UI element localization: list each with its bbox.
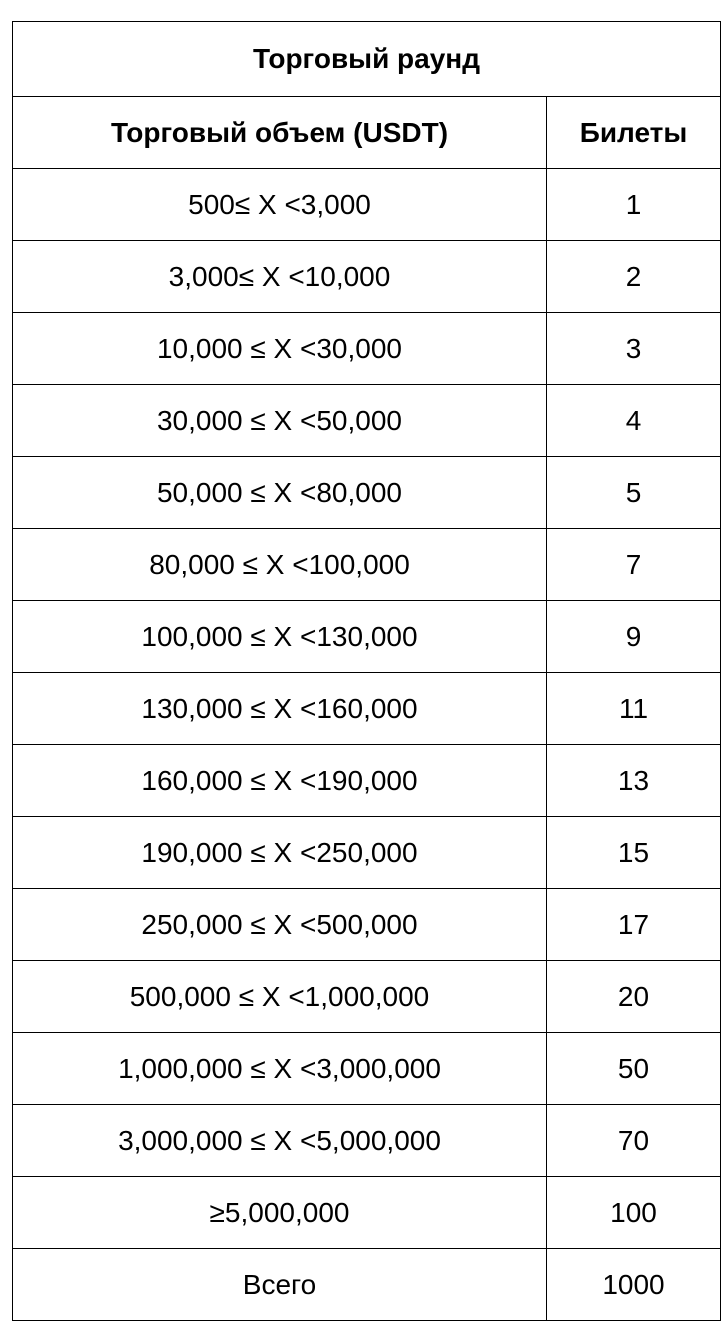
tickets-cell: 4 xyxy=(547,385,721,457)
tickets-cell: 17 xyxy=(547,889,721,961)
table-title: Торговый раунд xyxy=(13,22,721,97)
volume-range-cell: 130,000 ≤ X <160,000 xyxy=(13,673,547,745)
tickets-cell: 50 xyxy=(547,1033,721,1105)
table-row xyxy=(13,457,721,529)
tickets-cell: 1 xyxy=(547,169,721,241)
header-tickets: Билеты xyxy=(547,97,721,169)
table-row xyxy=(13,1105,721,1177)
volume-range-cell: 190,000 ≤ X <250,000 xyxy=(13,817,547,889)
tickets-cell: 11 xyxy=(547,673,721,745)
volume-range-cell: 250,000 ≤ X <500,000 xyxy=(13,889,547,961)
table-row xyxy=(13,529,721,601)
table-row xyxy=(13,1033,721,1105)
tickets-cell: 7 xyxy=(547,529,721,601)
tickets-cell: 3 xyxy=(547,313,721,385)
table-row xyxy=(13,889,721,961)
total-label: Всего xyxy=(13,1249,547,1321)
volume-range-cell: 3,000,000 ≤ X <5,000,000 xyxy=(13,1105,547,1177)
table-total-row xyxy=(13,1249,721,1321)
tickets-cell: 15 xyxy=(547,817,721,889)
table-row xyxy=(13,385,721,457)
tickets-cell: 5 xyxy=(547,457,721,529)
table-row xyxy=(13,601,721,673)
volume-range-cell: 30,000 ≤ X <50,000 xyxy=(13,385,547,457)
table-title-row xyxy=(13,22,721,97)
ticket-table xyxy=(12,21,721,1321)
table-row xyxy=(13,169,721,241)
table-header-row xyxy=(13,97,721,169)
tickets-cell: 13 xyxy=(547,745,721,817)
volume-range-cell: 500,000 ≤ X <1,000,000 xyxy=(13,961,547,1033)
volume-range-cell: 3,000≤ X <10,000 xyxy=(13,241,547,313)
header-trading-volume: Торговый объем (USDT) xyxy=(13,97,547,169)
volume-range-cell: 10,000 ≤ X <30,000 xyxy=(13,313,547,385)
tickets-cell: 70 xyxy=(547,1105,721,1177)
total-tickets: 1000 xyxy=(547,1249,721,1321)
table-row xyxy=(13,961,721,1033)
table-row xyxy=(13,1177,721,1249)
volume-range-cell: 100,000 ≤ X <130,000 xyxy=(13,601,547,673)
tickets-cell: 100 xyxy=(547,1177,721,1249)
tickets-cell: 20 xyxy=(547,961,721,1033)
volume-range-cell: 500≤ X <3,000 xyxy=(13,169,547,241)
ticket-table-container xyxy=(12,21,720,1321)
volume-range-cell: ≥5,000,000 xyxy=(13,1177,547,1249)
tickets-cell: 9 xyxy=(547,601,721,673)
tickets-cell: 2 xyxy=(547,241,721,313)
volume-range-cell: 1,000,000 ≤ X <3,000,000 xyxy=(13,1033,547,1105)
table-row xyxy=(13,673,721,745)
table-row xyxy=(13,745,721,817)
volume-range-cell: 160,000 ≤ X <190,000 xyxy=(13,745,547,817)
volume-range-cell: 80,000 ≤ X <100,000 xyxy=(13,529,547,601)
volume-range-cell: 50,000 ≤ X <80,000 xyxy=(13,457,547,529)
table-row xyxy=(13,241,721,313)
table-row xyxy=(13,817,721,889)
table-row xyxy=(13,313,721,385)
